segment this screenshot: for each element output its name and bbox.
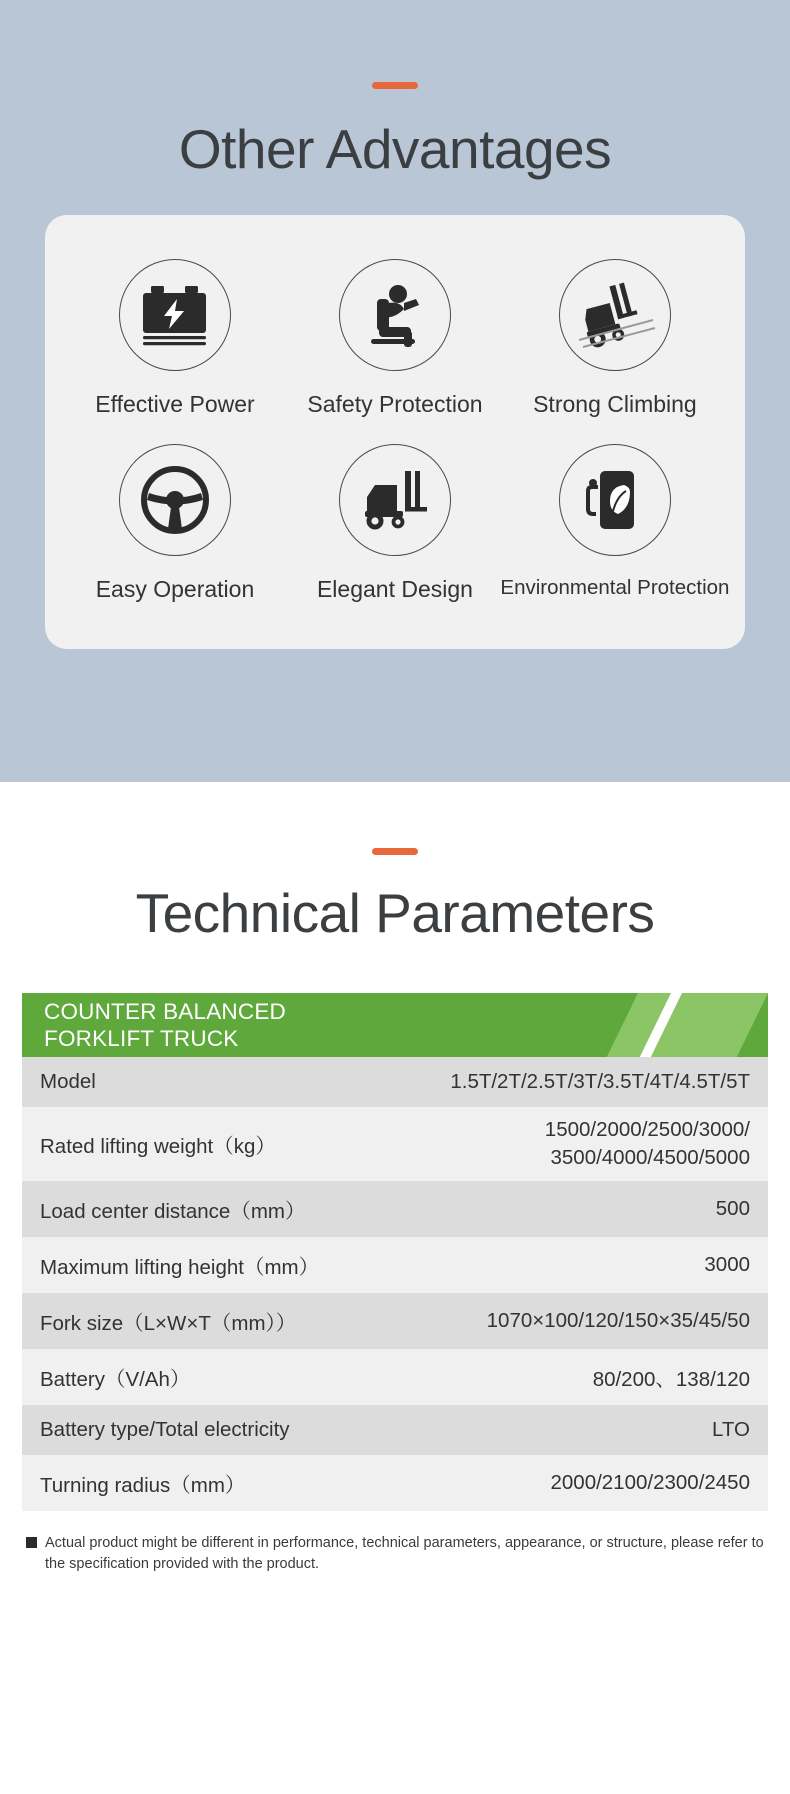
- advantage-item-strong-climbing: [505, 245, 725, 430]
- other-advantages-section: [0, 0, 790, 782]
- table-row: [22, 1057, 768, 1107]
- spec-value: 2000/2100/2300/2450: [373, 1455, 768, 1511]
- spec-value: 80/200、138/120: [373, 1349, 768, 1405]
- advantage-label: Environmental Protection: [500, 576, 730, 599]
- battery-icon: [139, 282, 211, 348]
- accent-bar: [372, 82, 418, 89]
- forklift-icon-circle: [339, 444, 451, 556]
- table-row: [22, 1181, 768, 1237]
- table-row: [22, 1293, 768, 1349]
- spec-value: 3000: [373, 1237, 768, 1293]
- spec-key: Model: [22, 1057, 373, 1107]
- spec-value-line-1: 1500/2000/2500/3000/: [544, 1118, 750, 1141]
- spec-key: Rated lifting weight（kg）: [22, 1107, 373, 1181]
- advantage-label: Effective Power: [95, 391, 255, 417]
- spec-table: [22, 1057, 768, 1511]
- table-row: [22, 1405, 768, 1455]
- square-bullet-icon: [26, 1537, 37, 1548]
- advantage-label: Strong Climbing: [533, 391, 697, 417]
- spec-key: Maximum lifting height（mm）: [22, 1237, 373, 1293]
- accent-bar-technical: [372, 848, 418, 855]
- spec-table-header-text: [22, 993, 768, 1052]
- spec-value: LTO: [373, 1405, 768, 1455]
- forklift-climbing-icon-circle: [559, 259, 671, 371]
- battery-icon-circle: [119, 259, 231, 371]
- advantage-label: Easy Operation: [95, 576, 255, 602]
- steering-wheel-icon-circle: [119, 444, 231, 556]
- footnote-text: Actual product might be different in performance, technical parameters, appearance, or structure, please refer to the specification provided with the product.: [45, 1535, 764, 1572]
- footnote: [26, 1533, 764, 1575]
- section-title-technical: Technical Parameters: [135, 882, 655, 944]
- advantages-card: [45, 215, 745, 649]
- seated-driver-seatbelt-icon: [358, 281, 432, 349]
- header-line-2: FORKLIFT TRUCK: [44, 1026, 239, 1051]
- spec-value: 500: [373, 1181, 768, 1237]
- eco-fuel-pump-icon: [580, 465, 650, 535]
- advantage-label: Safety Protection: [307, 391, 483, 417]
- spec-value: 1070×100/120/150×35/45/50: [373, 1293, 768, 1349]
- spec-key: Turning radius（mm）: [22, 1455, 373, 1511]
- seated-driver-seatbelt-icon-circle: [339, 259, 451, 371]
- spec-value: 1.5T/2T/2.5T/3T/3.5T/4T/4.5T/5T: [373, 1057, 768, 1107]
- advantage-item-environmental-protection: [500, 430, 730, 615]
- forklift-icon: [355, 465, 435, 535]
- advantage-item-elegant-design: [285, 430, 505, 615]
- spec-key: Load center distance（mm）: [22, 1181, 373, 1237]
- spec-value-line-2: 3500/4000/4500/5000: [550, 1146, 750, 1169]
- spec-value: [373, 1107, 768, 1181]
- spec-key: Fork size（L×W×T（mm））: [22, 1293, 373, 1349]
- page-title: Other Advantages: [178, 118, 612, 180]
- spec-table-header: [22, 993, 768, 1057]
- advantage-item-safety-protection: [285, 245, 505, 430]
- eco-fuel-pump-icon-circle: [559, 444, 671, 556]
- advantage-item-effective-power: [65, 245, 285, 430]
- steering-wheel-icon: [138, 463, 212, 537]
- table-row: [22, 1107, 768, 1181]
- advantage-item-easy-operation: [65, 430, 285, 615]
- table-row: [22, 1237, 768, 1293]
- advantage-label: Elegant Design: [316, 576, 473, 602]
- spec-table-wrapper: [22, 993, 768, 1511]
- forklift-climbing-icon: [573, 280, 657, 350]
- table-row: [22, 1455, 768, 1511]
- header-line-1: COUNTER BALANCED: [44, 999, 286, 1024]
- spec-key: Battery type/Total electricity: [22, 1405, 373, 1455]
- spec-key: Battery（V/Ah）: [22, 1349, 373, 1405]
- table-row: [22, 1349, 768, 1405]
- technical-parameters-section: [0, 848, 790, 1595]
